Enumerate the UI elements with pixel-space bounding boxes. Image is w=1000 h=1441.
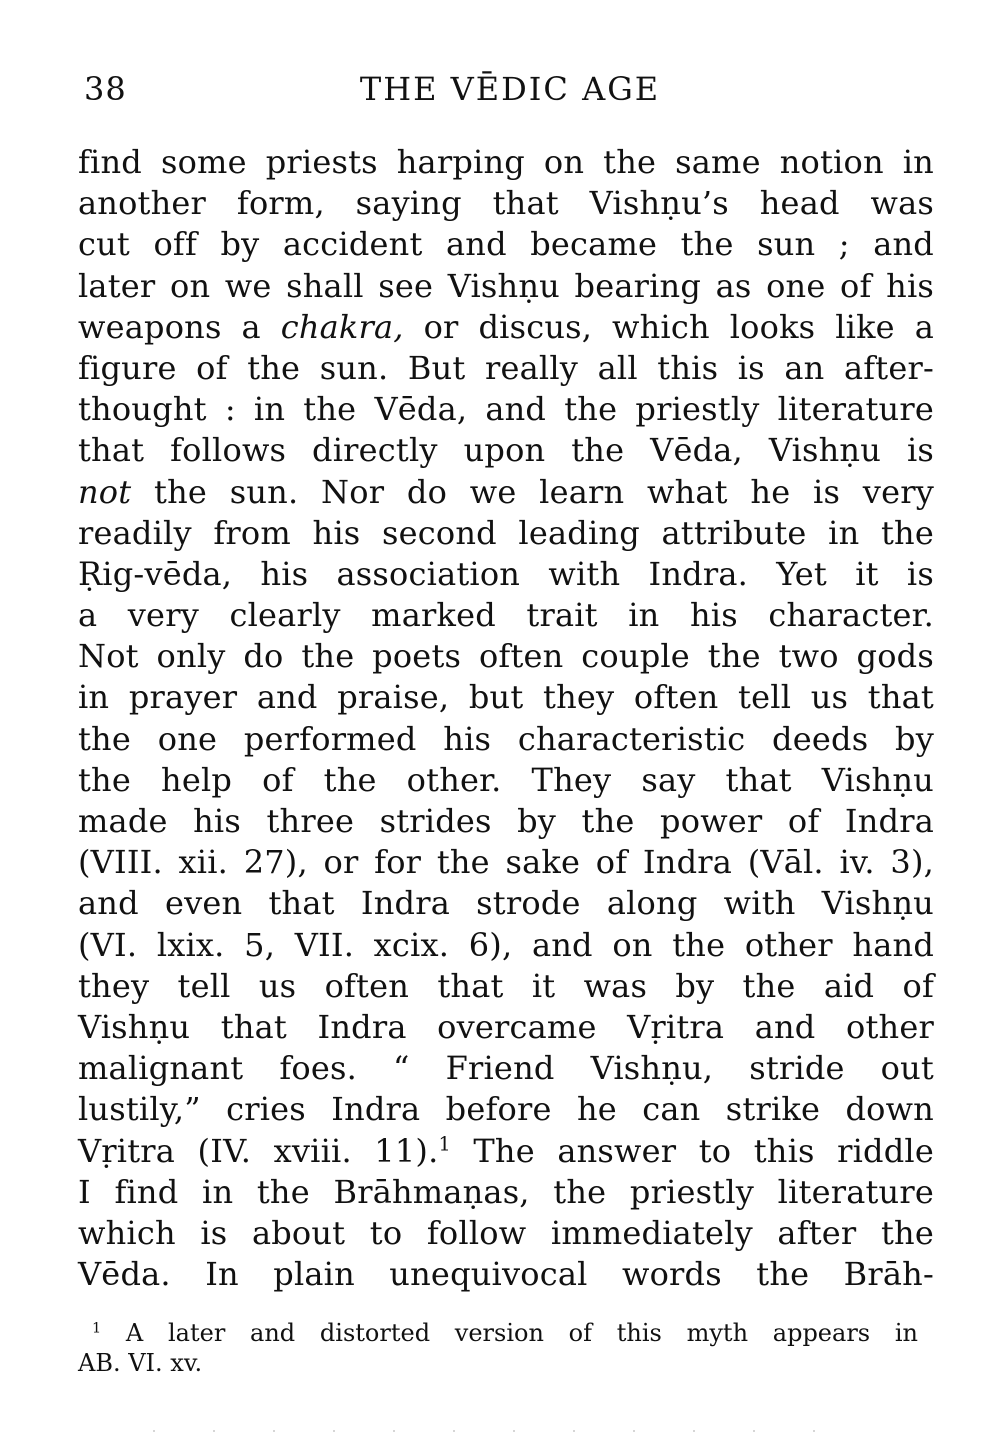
text-line: Vishṇu that Indra overcame Vṛitra and other xyxy=(78,1007,934,1046)
footnote-text: A later and distorted version of this myth appears in xyxy=(101,1319,918,1347)
body-text xyxy=(78,142,934,1295)
text-run: or discus, which looks like a xyxy=(403,307,935,346)
footnote-reference: 1 xyxy=(438,1131,451,1155)
text-line: figure of the sun. But really all this is an after- xyxy=(78,348,934,387)
footnote-line: AB. VI. xv. xyxy=(78,1349,203,1377)
text-line xyxy=(78,307,934,348)
text-line: which is about to follow immediately after the xyxy=(78,1213,934,1252)
running-head: THE VĒDIC AGE xyxy=(359,70,661,108)
text-line: later on we shall see Vishṇu bearing as one of his xyxy=(78,266,934,305)
text-line: (VIII. xii. 27), or for the sake of Indra (Vāl. iv. 3), xyxy=(78,843,934,882)
italic-term: chakra, xyxy=(280,307,404,346)
text-line xyxy=(78,472,934,513)
text-line: Vēda. In plain unequivocal words the Brāh- xyxy=(78,1255,934,1294)
text-line: I find in the Brāhmaṇas, the priestly literature xyxy=(78,1172,934,1211)
footnote-line xyxy=(78,1318,918,1348)
text-line: readily from his second leading attribute in the xyxy=(78,513,934,552)
text-line: (VI. lxix. 5, VII. xcix. 6), and on the other hand xyxy=(78,925,934,964)
text-line: made his three strides by the power of Indra xyxy=(78,802,934,840)
text-run: Vṛitra (IV. xviii. 11). xyxy=(78,1131,439,1170)
italic-term: not xyxy=(78,472,132,511)
footnote xyxy=(78,1318,918,1378)
scan-artifact xyxy=(153,1430,843,1432)
text-line: they tell us often that it was by the aid of xyxy=(78,966,934,1005)
text-line: and even that Indra strode along with Vishṇu xyxy=(78,884,934,923)
text-line: lustily,” cries Indra before he can strike down xyxy=(78,1090,934,1129)
page-number: 38 xyxy=(84,70,127,108)
footnote-marker: 1 xyxy=(92,1320,102,1337)
page-header xyxy=(80,70,940,110)
text-line: another form, saying that Vishṇu’s head was xyxy=(78,184,934,223)
text-line: Ṛig-vēda, his association with Indra. Yet it is xyxy=(78,554,934,593)
text-run: The answer to this riddle xyxy=(450,1131,935,1170)
text-line: the help of the other. They say that Vishṇu xyxy=(78,760,934,799)
text-line: cut off by accident and became the sun ; and xyxy=(78,225,934,264)
text-line: thought : in the Vēda, and the priestly literature xyxy=(78,390,934,429)
text-line: the one performed his characteristic deeds by xyxy=(78,719,934,758)
text-line: Not only do the poets often couple the two gods xyxy=(78,637,934,676)
text-line: a very clearly marked trait in his character. xyxy=(78,596,934,635)
text-run: weapons a xyxy=(78,307,281,346)
text-line: find some priests harping on the same notion in xyxy=(78,143,934,181)
text-line xyxy=(78,1131,934,1172)
text-line: malignant foes. “ Friend Vishṇu, stride out xyxy=(78,1049,934,1088)
text-run: the sun. Nor do we learn what he is very xyxy=(131,472,934,511)
text-line: that follows directly upon the Vēda, Vishṇu is xyxy=(78,431,934,470)
text-line: in prayer and praise, but they often tell us that xyxy=(78,678,934,717)
